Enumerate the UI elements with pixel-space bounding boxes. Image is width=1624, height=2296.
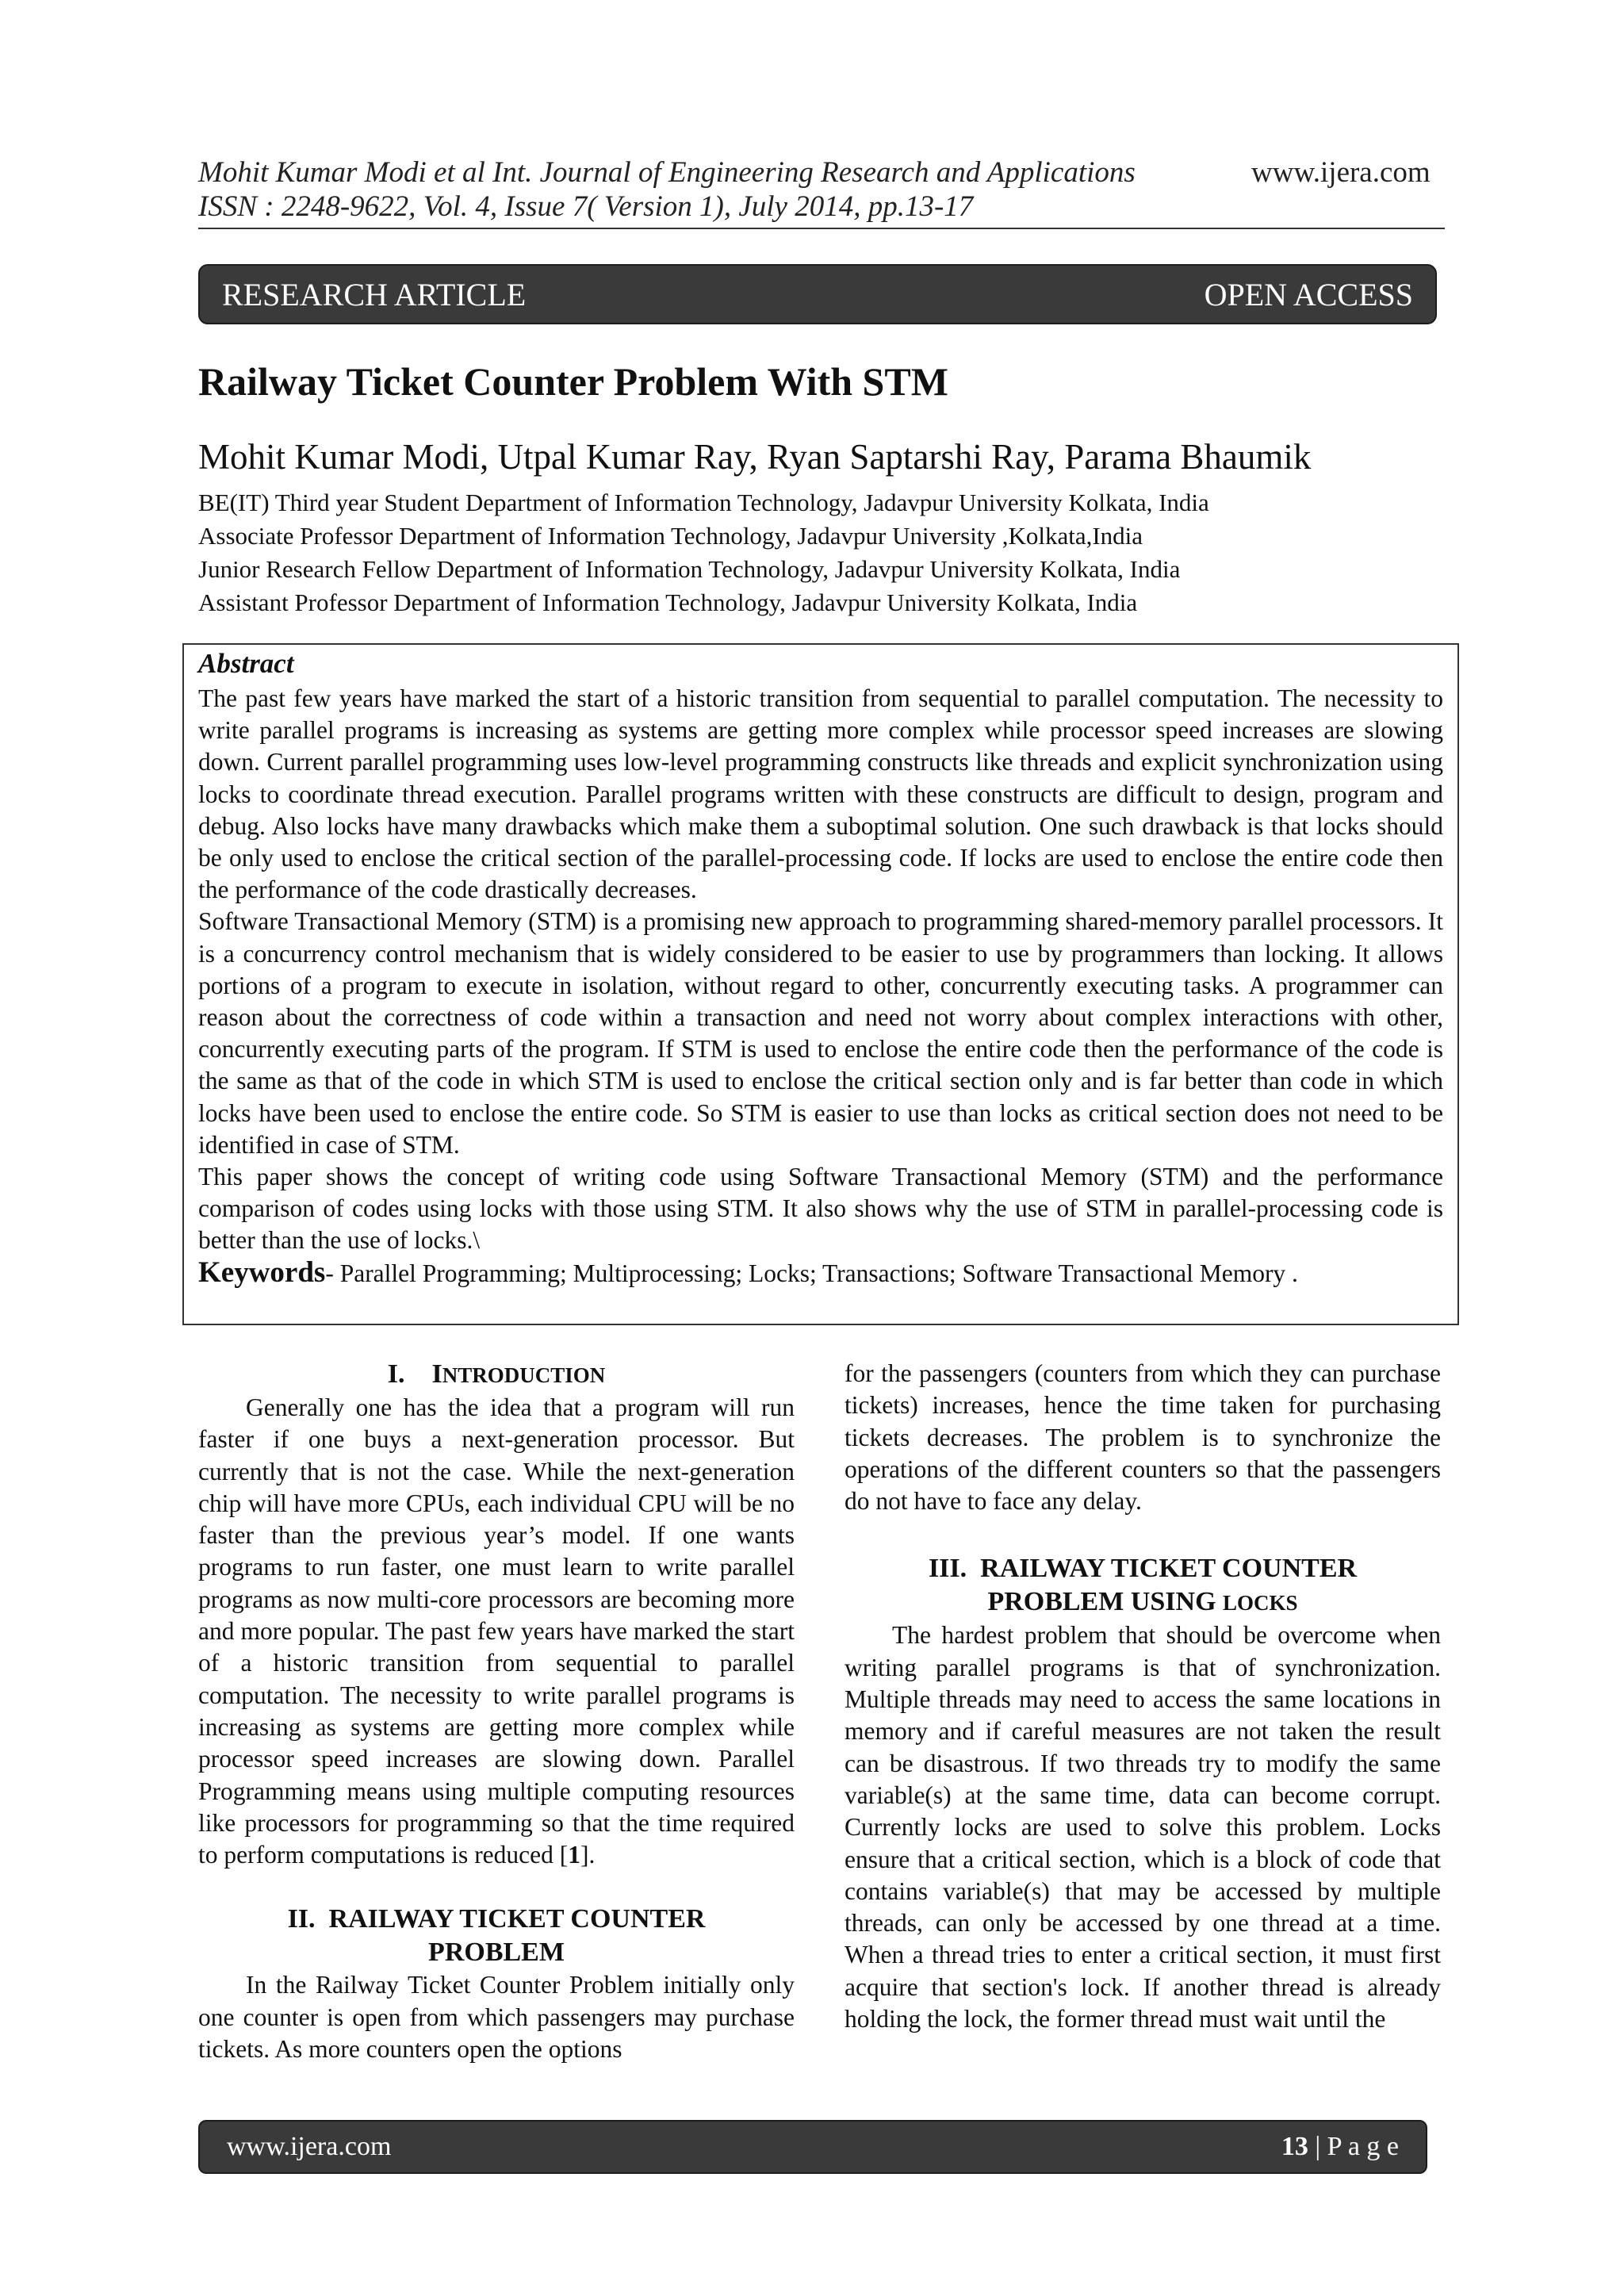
open-access-label: OPEN ACCESS [1204, 276, 1413, 312]
left-column [198, 1358, 795, 2065]
paper-title: Railway Ticket Counter Problem With STM [198, 359, 948, 404]
page-footer [198, 2120, 1427, 2174]
keywords-label: Keywords [198, 1255, 326, 1289]
header-divider [198, 228, 1445, 229]
header-website-link[interactable]: www.ijera.com [1251, 156, 1431, 189]
journal-citation: Mohit Kumar Modi et al Int. Journal of Engineering Research and Applications [198, 156, 1136, 189]
affiliation-line: BE(IT) Third year Student Department of Information Technology, Jadavpur University Kolkata, India [198, 489, 1209, 516]
using-locks-paragraph: The hardest problem that should be overcome when writing parallel programs is that of synchronization. Multiple threads may need to access the same locations in memory and if careful measures are not taken the result can be disastrous. If two threads try to modify the same variable(s) at the same time, data can become corrupt. Currently locks are used to solve this problem. Locks ensure that a critical section, which is a block of code that contains variable(s) that may be accessed by multiple threads, can only be accessed by one thread at a time. When a thread tries to enter a critical section, it must first acquire that section's lock. If another thread is already holding the lock, the former thread must wait until the [845, 1621, 1441, 2033]
keywords-line [198, 1257, 1443, 1290]
page-label: | P a g e [1308, 2132, 1399, 2161]
abstract-paragraph: The past few years have marked the start of a historic transition from sequential to parallel computation. The necessity to write parallel programs is increasing as systems are getting more complex while processor speed increases are slowing down. Current parallel programming uses low-level programming constructs like threads and explicit synchronization using locks to coordinate thread execution. Parallel programs written with these constructs are difficult to design, program and debug. Also locks have many drawbacks which make them a suboptimal solution. One such drawback is that locks should be only used to enclose the critical section of the parallel-processing code. If locks are used to enclose the entire code then the performance of the code drastically decreases. [198, 684, 1443, 904]
railway-problem-continued: for the passengers (counters from which they can purchase tickets) increases, hence the time taken for purchasing tickets decreases. The problem is to synchronize the operations of the different counters so that the passengers do not have to face any delay. [845, 1359, 1441, 1516]
keywords-text: - Parallel Programming; Multiprocessing; Locks; Transactions; Software Transactional Memory . [325, 1259, 1298, 1287]
citation-ref[interactable]: 1 [568, 1841, 580, 1869]
right-column [845, 1358, 1441, 2035]
abstract-paragraph: Software Transactional Memory (STM) is a promising new approach to programming shared-memory parallel processors. It is a concurrency control mechanism that is widely considered to be easier to use by programmers than locking. It allows portions of a program to execute in isolation, without regard to other, concurrently executing tasks. A programmer can reason about the correctness of code within a transaction and need not worry about complex interactions with other, concurrently executing parts of the program. If STM is used to enclose the entire code then the performance of the code is the same as that of the code in which STM is used to enclose the critical section only and is far better than code in which locks have been used to enclose the entire code. So STM is easier to use than locks as critical section does not need to be identified in case of STM. [198, 907, 1443, 1159]
section-heading-introduction: I. INTRODUCTION [387, 1359, 606, 1389]
affiliation-line: Associate Professor Department of Information Technology, Jadavpur University ,Kolkata,India [198, 522, 1143, 550]
abstract-body [198, 683, 1443, 1290]
railway-problem-paragraph: In the Railway Ticket Counter Problem initially only one counter is open from which passengers may purchase tickets. As more counters open the options [198, 1971, 795, 2064]
affiliation-line: Assistant Professor Department of Information Technology, Jadavpur University Kolkata, India [198, 588, 1138, 616]
section-heading-using-locks: III. RAILWAY TICKET COUNTER PROBLEM USING LOCKS [928, 1554, 1358, 1617]
author-list: Mohit Kumar Modi, Utpal Kumar Ray, Ryan Saptarshi Ray, Parama Bhaumik [198, 437, 1312, 477]
abstract-heading: Abstract [198, 648, 294, 679]
section-heading-railway-problem: II. RAILWAY TICKET COUNTER PROBLEM [287, 1904, 706, 1968]
abstract-paragraph: This paper shows the concept of writing code using Software Transactional Memory (STM) and the performance comparison of codes using locks with those using STM. It also shows why the use of STM in parallel-processing code is better than the use of locks.\ [198, 1163, 1443, 1255]
affiliation-line: Junior Research Fellow Department of Information Technology, Jadavpur University Kolkata, India [198, 555, 1181, 583]
issn-line: ISSN : 2248-9622, Vol. 4, Issue 7( Version 1), July 2014, pp.13-17 [198, 190, 974, 223]
footer-website-link[interactable]: www.ijera.com [227, 2132, 392, 2161]
running-header [198, 155, 1229, 224]
affiliations [198, 486, 1209, 619]
page-indicator [1281, 2132, 1399, 2162]
page-number: 13 [1281, 2132, 1308, 2161]
introduction-paragraph: Generally one has the idea that a program will run faster if one buys a next-generation processor. But currently that is not the case. While the next-generation chip will have more CPUs, each individual CPU will be no faster than the previous year’s model. If one wants programs to run faster, one must learn to write parallel programs as now multi-core processors are becoming more and more popular. The past few years have marked the start of a historic transition from sequential to parallel computation. The necessity to write parallel programs is increasing as systems are getting more complex while processor speed increases are slowing down. Parallel Programming means using multiple computing resources like processors for programming so that the time required to perform computations is reduced [1]. [198, 1393, 795, 1869]
research-article-label: RESEARCH ARTICLE [222, 276, 527, 312]
article-type-banner [198, 264, 1437, 324]
